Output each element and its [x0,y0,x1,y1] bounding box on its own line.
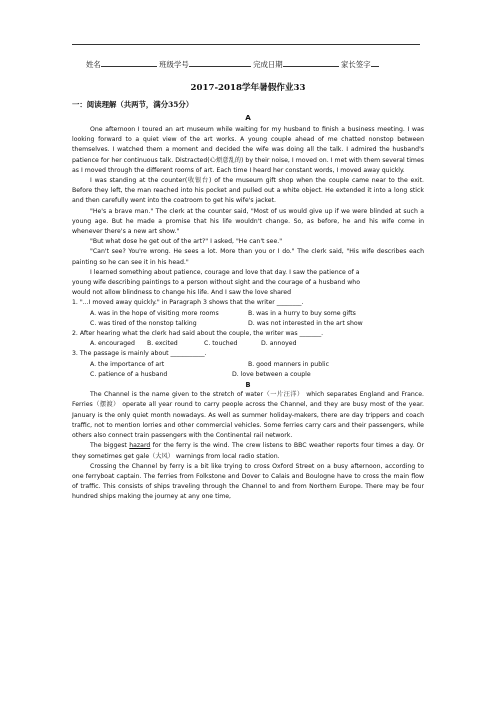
question-1-options-ab [72,309,424,319]
parent-label: 家长签字 [341,60,371,69]
option-b: B. was in a hurry to buy some gifts [248,309,356,317]
passage-a-label: A [245,113,251,122]
option-c: C. touched [204,340,238,348]
section-title: 一：阅读理解（共两节，满分35分） [72,100,194,109]
underlined-word: hazard [129,442,151,450]
date-label: 完成日期 [253,60,283,69]
name-blank [101,59,157,67]
question-2-stem: 2. After hearing what the clerk had said about the couple, the writer was _______. [72,330,324,338]
name-label: 姓名 [86,60,101,69]
text-run: for the ferry is the wind. The crew listens to BBC weather reports four times a day. Or they sometimes get gale（大风） warnings from local radio station. [72,442,424,460]
option-a: A. the importance of art [90,360,165,368]
option-d: D. annoyed [261,340,297,348]
option-c: C. patience of a husband [90,370,168,378]
paragraph: I was standing at the counter(收银台) of the museum gift shop when the couple came near to the exit. Before they left, the man reached into his pocket and pulled out a white object. He extended it into a long stick and then carefully went into the coatroom to get his wife's jacket. [72,177,424,205]
question-1-options-cd [72,319,424,329]
parent-blank [371,59,379,67]
option-a: A. encouraged [90,340,135,348]
question-3-options-ab [72,360,424,370]
option-b: B. excited [147,340,178,348]
passage-b-label: B [245,381,251,390]
class-label: 班级学号 [159,60,189,69]
paragraph: "Can't see? You're wrong. He sees a lot. More than you or I do." The clerk said, "His wife describes each painting so he can see it in his head." [72,248,424,266]
option-b: B. good manners in public [248,360,329,368]
question-3-options-cd [72,370,424,380]
date-blank [283,59,339,67]
option-a: A. was in the hope of visiting more rooms [90,309,219,317]
class-blank [189,59,251,67]
paragraph: young wife describing paintings to a person without sight and the courage of a husband who [72,279,361,287]
paragraph [72,441,424,461]
paragraph: The Channel is the name given to the stretch of water（一片汪洋） which separates England and France. Ferries（摆渡） operate all year round to carry people across the Channel, and they are busy most of the year. January is the only quiet month nowadays. As well as summer holiday-makers, there are day trippers and coach traffic, not to mention lorries and other commercial vehicles. Some ferries carry cars and their passengers, while others also connect train passengers with the Continental rail network. [72,391,424,440]
student-info-line [86,59,379,70]
top-rule [72,44,420,45]
option-d: D. love between a couple [232,370,311,378]
paragraph: I learned something about patience, courage and love that day. I saw the patience of a [90,268,360,276]
page-title: 2017-2018学年暑假作业33 [190,83,306,93]
text-run: The biggest [90,442,130,450]
paragraph: "But what dose he get out of the art?" I asked, "He can't see." [90,238,283,246]
passage-body [72,125,424,503]
option-c: C. was tired of the nonstop talking [90,319,197,327]
question-1-stem: 1. "...I moved away quickly." in Paragraph 3 shows that the writer ________. [72,299,304,307]
paragraph: One afternoon I toured an art museum while waiting for my husband to finish a business meeting. I was looking forward to a quiet view of the art works. A young couple ahead of me chatted nonstop between themselves. I watched them a moment and decided the wife was doing all the talk. I admired the husband's patience for her continuous talk. Distracted(心烦意乱的) by their noise, I moved on. I met with them several times as I moved through the different rooms of art. Each time I heard her constant words, I moved away quickly. [72,126,424,174]
question-2-options [72,339,424,349]
option-d: D. was not interested in the art show [248,319,363,327]
question-3-stem: 3. The passage is mainly about ___________. [72,350,207,358]
paragraph: would not allow blindness to change his life. And I saw the love shared [72,289,292,297]
paragraph: "He's a brave man." The clerk at the counter said, "Most of us would give up if we were blinded at such a young age. But he made a promise that his life wouldn't change. So, as before, he and his wife come in whenever there's a new art show." [72,207,424,236]
paragraph: Crossing the Channel by ferry is a bit like trying to cross Oxford Street on a busy afternoon, according to one ferryboat captain. The ferries from Folkstone and Dover to Calais and Boulogne have to cross the main flow of traffic. This consists of ships traveling through the Channel to and from Northern Europe. There may be four hundred ships making the journey at any one time, [72,462,424,501]
